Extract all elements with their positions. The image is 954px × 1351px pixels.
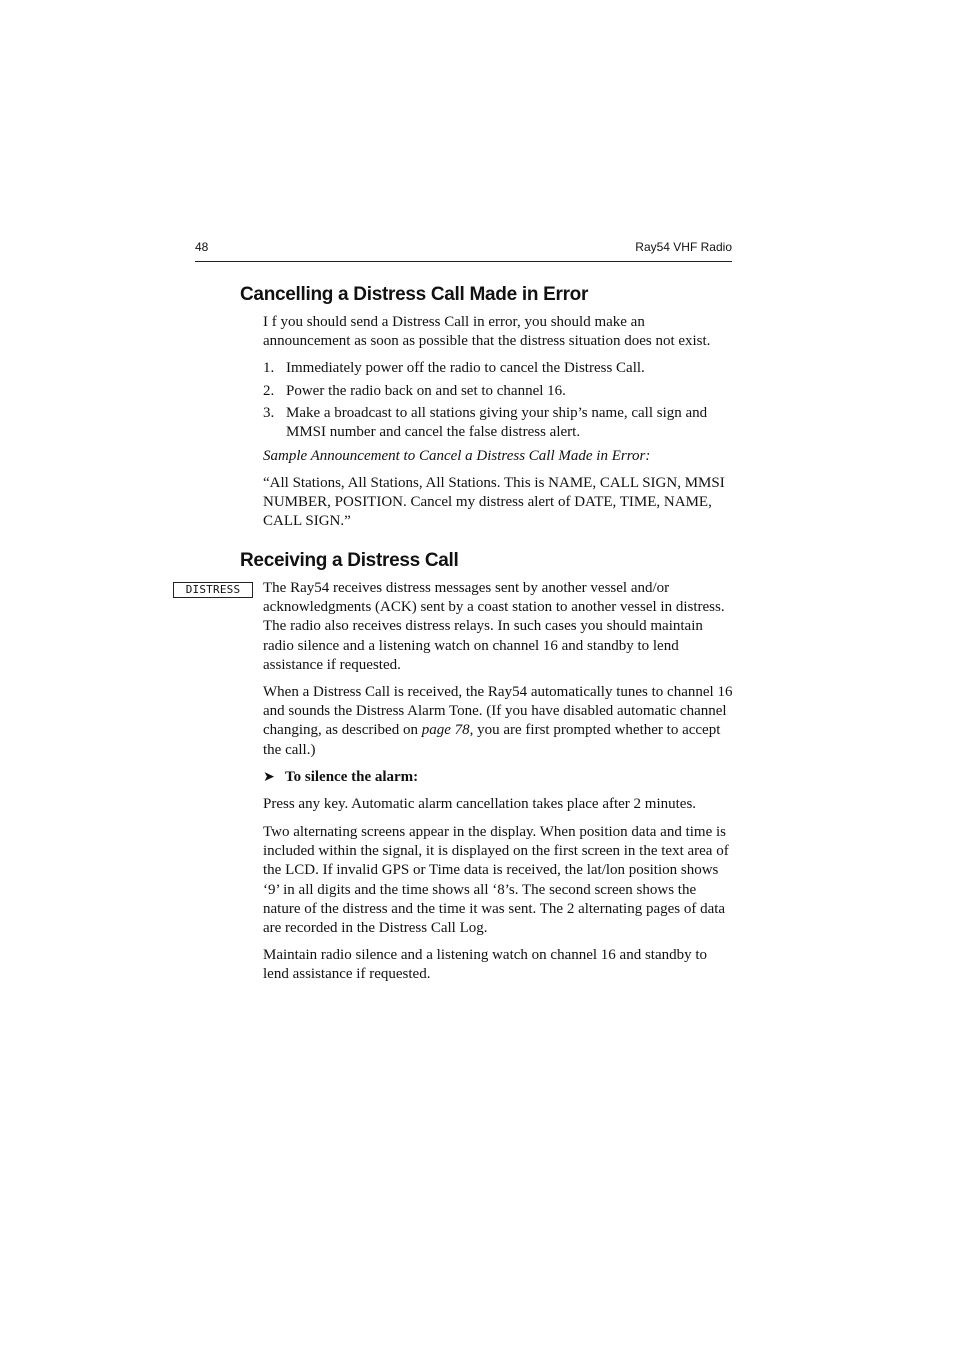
receive-paragraph-5: Maintain radio silence and a listening watch on channel 16 and standby to lend assistance if requested. — [263, 947, 708, 983]
procedure-title: To silence the alarm: — [285, 769, 419, 785]
step-item-1 — [263, 359, 733, 378]
para2-text-before: When a Distress Call is received, the Ray54 automatically tunes to channel 16 and sounds the Distress Alarm Tone. (If you have disabled automatic channel changing, as described on — [263, 684, 733, 739]
sample-announcement-text: “All Stations, All Stations, All Stations. This is NAME, CALL SIGN, MMSI NUMBER, POSITION. Cancel my distress alert of DATE, TIME, NAME, CALL SIGN.” — [263, 475, 725, 530]
step-item-2 — [263, 382, 733, 401]
heading-cancelling-distress-call: Cancelling a Distress Call Made in Error — [240, 284, 589, 305]
step-text: Power the radio back on and set to channel 16. — [286, 383, 566, 399]
step-text: Immediately power off the radio to cancel the Distress Call. — [286, 360, 645, 376]
page-number: 48 — [195, 240, 209, 254]
cancel-intro-paragraph: I f you should send a Distress Call in error, you should make an announcement as soon as possible that the distress situation does not exist. — [263, 314, 711, 350]
step-number: 1. — [263, 360, 275, 376]
receive-paragraph-3: Press any key. Automatic alarm cancellation takes place after 2 minutes. — [263, 796, 697, 812]
step-text: Make a broadcast to all stations giving your ship’s name, call sign and MMSI number and cancel the false distress alert. — [286, 405, 708, 441]
heading-receiving-distress-call: Receiving a Distress Call — [240, 550, 459, 571]
step-number: 3. — [263, 405, 275, 421]
distress-key-label: DISTRESS — [173, 582, 253, 598]
sample-announcement-label: Sample Announcement to Cancel a Distress Call Made in Error: — [263, 448, 651, 464]
receive-paragraph-1: The Ray54 receives distress messages sent by another vessel and/or acknowledgments (ACK) sent by a coast station to another vessel in distress. The radio also receives distress relays. In such cases you should maintain radio silence and a listening watch on channel 16 and standby to lend assistance if requested. — [263, 580, 725, 673]
document-title: Ray54 VHF Radio — [635, 240, 732, 254]
step-number: 2. — [263, 383, 275, 399]
receive-paragraph-4: Two alternating screens appear in the display. When position data and time is included within the signal, it is displayed on the first screen in the text area of the LCD. If invalid GPS or Time data is received, the lat/lon position shows ‘9’ in all digits and the time shows all ‘8’s. The second screen shows the nature of the distress and the time it was sent. The 2 alternating pages of data are recorded in the Distress Call Log. — [263, 824, 729, 937]
page-reference-link[interactable]: page 78 — [421, 722, 470, 739]
arrow-right-icon: ➤ — [263, 769, 275, 785]
procedure-heading — [263, 768, 418, 787]
receive-paragraph-2 — [263, 683, 733, 760]
step-item-3 — [263, 404, 733, 442]
para2-text-after: , you are first prompted whether to accept the call.) — [263, 722, 721, 758]
page-header — [195, 239, 732, 262]
